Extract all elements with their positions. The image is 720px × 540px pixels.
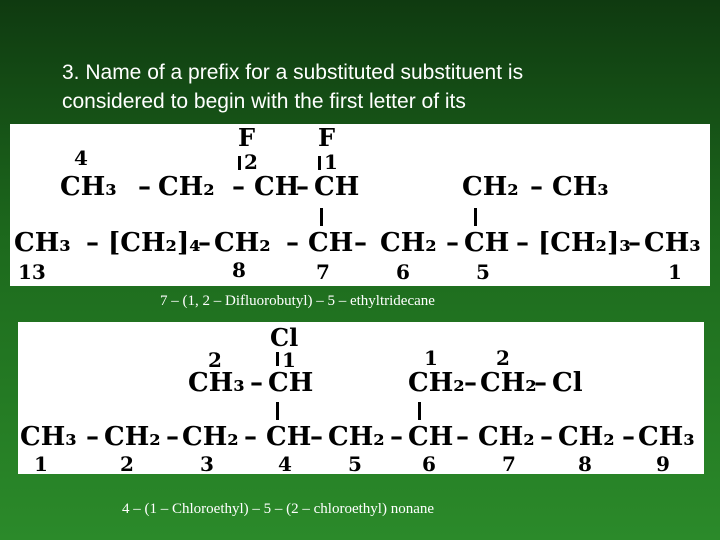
bond-vertical [320,208,323,226]
bond: – [622,422,635,452]
chain-c5: CH₂ [328,422,385,452]
bond: – [354,228,367,258]
bond-vertical [474,208,477,226]
structure-1-panel [10,124,710,286]
bond: – [166,422,179,452]
chain-ch2-8: CH₂ [214,228,271,258]
bond-vertical [276,352,279,366]
right-ch2-b: CH₂ [480,368,537,398]
bond: – [464,368,477,398]
locant-13: 13 [18,260,46,284]
chain-c1: CH₃ [20,422,77,452]
bond-vertical [276,402,279,420]
right-ch2-a: CH₂ [408,368,465,398]
chain-c4: CH [266,422,312,452]
chain-ch-5: CH [464,228,510,258]
bond: – [390,422,403,452]
chlorine-atom-right: Cl [552,368,583,398]
locant-5: 5 [348,452,362,476]
bond: – [232,172,245,202]
bond: – [296,172,309,202]
locant-8: 8 [578,452,592,476]
heading-line-1: 3. Name of a prefix for a substituted substituent is [62,61,524,84]
locant-1: 1 [34,452,48,476]
chain-ch2-bracket-3: [CH₂]₃ [538,228,631,258]
locant-5: 5 [476,260,490,284]
bond: – [250,368,263,398]
chain-ch2-bracket-4: [CH₂]₄ [108,228,201,258]
chlorine-atom-top: Cl [270,323,299,352]
locant-s2: 2 [208,348,222,372]
sub-ch-2: CH [254,172,300,202]
bond: – [286,228,299,258]
ethyl-ch2: CH₂ [462,172,519,202]
heading-line-2: considered to begin with the first letter of its [62,90,466,113]
sub-ch-1: CH [314,172,360,202]
bond: – [446,228,459,258]
structure-2-name: 4 – (1 – Chloroethyl) – 5 – (2 – chloroethyl) nonane [122,501,435,517]
chain-ch3-13: CH₃ [14,228,71,258]
slide-heading [62,58,682,116]
sub-ch2: CH₂ [158,172,215,202]
fluorine-atom-1: F [318,123,336,152]
chain-c8: CH₂ [558,422,615,452]
chain-c2: CH₂ [104,422,161,452]
locant-7: 7 [316,260,330,284]
chain-c6: CH [408,422,454,452]
structure-1-name: 7 – (1, 2 – Difluorobutyl) – 5 – ethyltridecane [160,293,435,309]
chain-ch-7: CH [308,228,354,258]
locant-1: 1 [668,260,682,284]
locant-3: 3 [200,452,214,476]
bond: – [530,172,543,202]
bond-vertical [418,402,421,420]
locant-sub-2: 2 [244,150,258,174]
locant-7: 7 [502,452,516,476]
bond-vertical [318,156,321,170]
bond: – [516,228,529,258]
chain-c3: CH₂ [182,422,239,452]
bond: – [86,422,99,452]
chain-c7: CH₂ [478,422,535,452]
locant-9: 9 [656,452,670,476]
chain-ch2-6: CH₂ [380,228,437,258]
bond: – [244,422,257,452]
chain-c9: CH₃ [638,422,695,452]
sub-ch3-4: CH₃ [60,172,117,202]
locant-sub-1: 1 [324,150,338,174]
locant-r1: 1 [424,346,438,370]
locant-r2: 2 [496,346,510,370]
bond: – [310,422,323,452]
locant-8: 8 [232,258,246,282]
locant-4: 4 [278,452,292,476]
bond: – [628,228,641,258]
bond: – [138,172,151,202]
bond: – [86,228,99,258]
bond-vertical [238,156,241,170]
structure-2-panel [18,322,704,474]
bond: – [456,422,469,452]
bond: – [198,228,211,258]
locant-2: 2 [120,452,134,476]
chain-ch3-1: CH₃ [644,228,701,258]
locant-sub-4: 4 [74,146,88,170]
fluorine-atom-2: F [238,123,256,152]
left-ch: CH [268,368,314,398]
locant-s1: 1 [282,348,296,372]
locant-6: 6 [422,452,436,476]
locant-6: 6 [396,260,410,284]
bond: – [534,368,547,398]
bond: – [540,422,553,452]
ethyl-ch3: CH₃ [552,172,609,202]
left-ch3: CH₃ [188,368,245,398]
